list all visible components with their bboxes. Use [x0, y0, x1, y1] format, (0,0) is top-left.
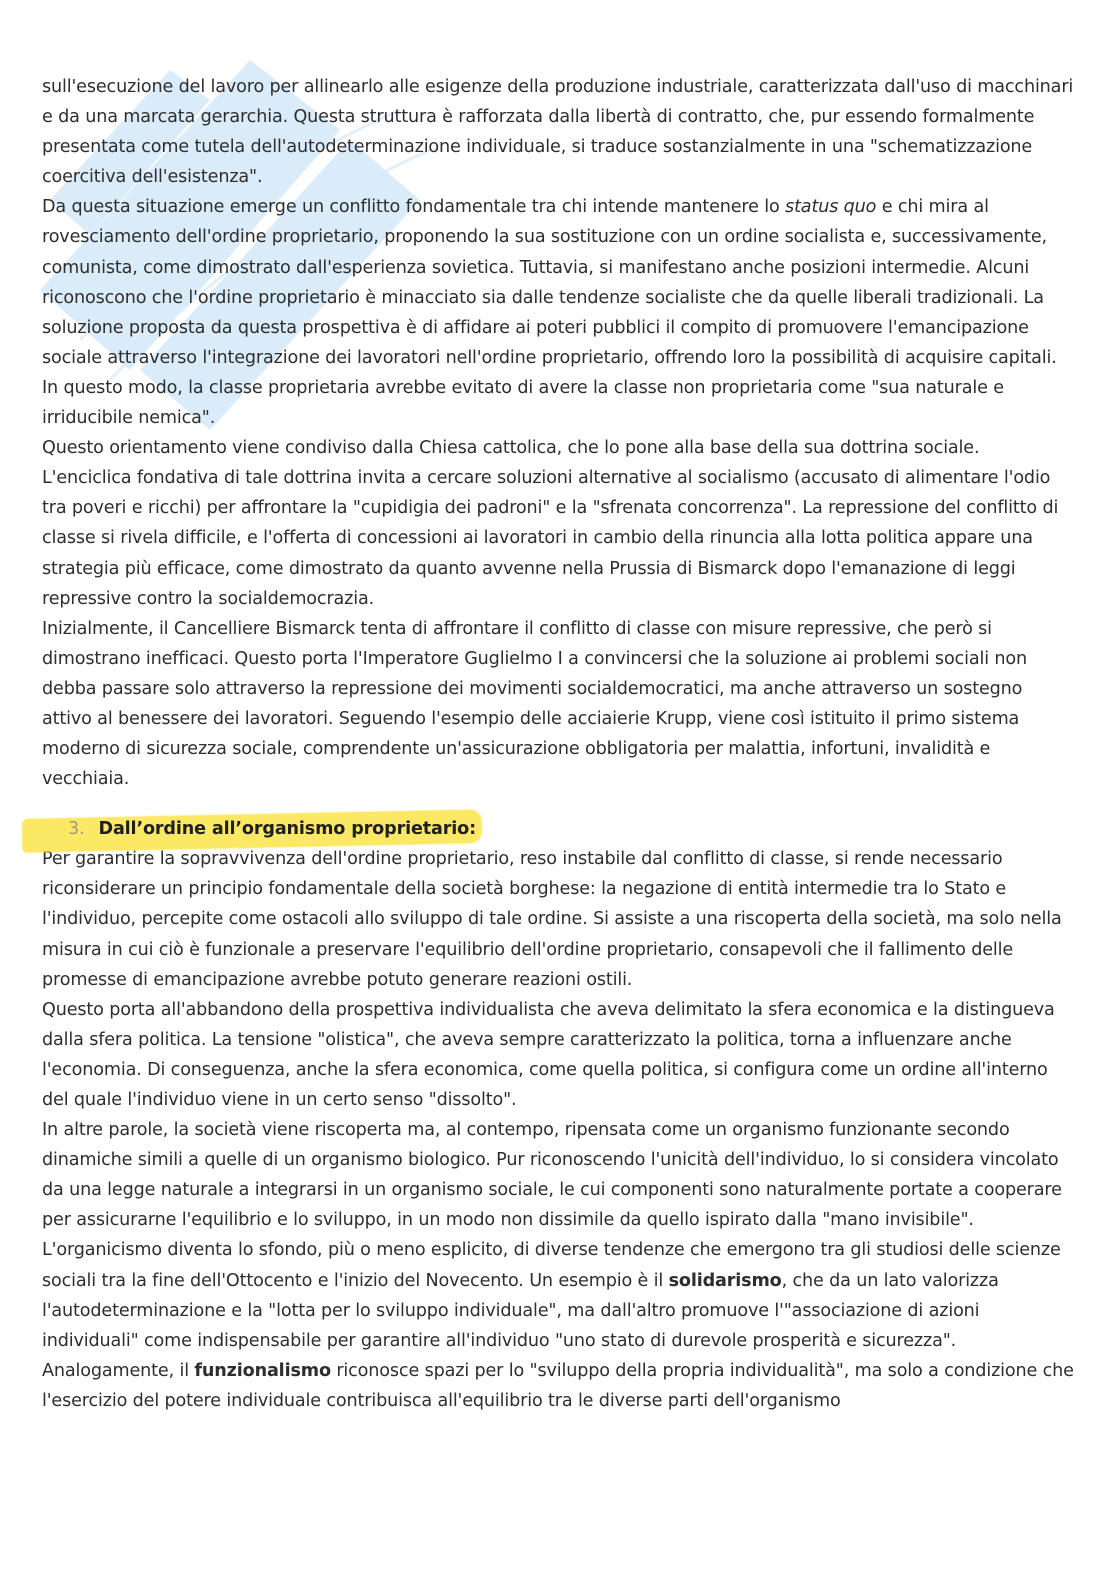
paragraph-6: Questo porta all'abbandono della prospettiva individualista che aveva delimitato la sfera economica e la distingueva dalla sfera politica. La tensione "olistica", che aveva sempre caratterizzato la politica, torna a influenzare anche l'economia. Di conseguenza, anche la sfera economica, come quella politica, si configura come un ordine all'interno del quale l'individuo viene in un certo senso "dissolto". [42, 999, 1055, 1110]
document-body [42, 72, 1074, 1416]
paragraph-1: sull'esecuzione del lavoro per allinearlo alle esigenze della produzione industriale, caratterizzata dall'uso di macchinari e da una marcata gerarchia. Questa struttura è rafforzata dalla libertà di contratto, che, pur essendo formalmente presentata come tutela dell'autodeterminazione individuale, si traduce sostanzialmente in una "schematizzazione coercitiva dell'esistenza". [42, 77, 1074, 188]
paragraph-2 [42, 192, 1074, 433]
paragraph-7: In altre parole, la società viene riscoperta ma, al contempo, ripensata come un organismo funzionante secondo dinamiche simili a quelle di un organismo biologico. Pur riconoscendo l'unicità dell'individuo, lo si considera vincolato da una legge naturale a integrarsi in un organismo sociale, le cui componenti sono naturalmente portate a cooperare per assicurarne l'equilibrio e lo sviluppo, in un modo non dissimile da quello ispirato dalla "mano invisibile". [42, 1120, 1062, 1231]
section-number: 3. [68, 819, 85, 840]
bold-funzionalismo: funzionalismo [194, 1360, 331, 1381]
status-quo-italic: status quo [785, 197, 877, 218]
paragraph-8 [42, 1235, 1074, 1355]
paragraph-9-part-b: riconosce spazi per lo "sviluppo della propria individualità", ma solo a condizione che l'esercizio del potere individuale contribuisca all'equilibrio tra le diverse parti dell'organismo [42, 1360, 1074, 1411]
paragraph-4: Inizialmente, il Cancelliere Bismarck tenta di affrontare il conflitto di classe con misure repressive, che però si dimostrano inefficaci. Questo porta l'Imperatore Guglielmo I a convincersi che la soluzione ai problemi sociali non debba passare solo attraverso la repressione dei movimenti socialdemocratici, ma anche attraverso un sostegno attivo al benessere dei lavoratori. Seguendo l'esempio delle acciaierie Krupp, viene così istituito il primo sistema moderno di sicurezza sociale, comprendente un'assicurazione obbligatoria per malattia, infortuni, invalidità e vecchiaia. [42, 618, 1027, 790]
paragraph-2-part-b: e chi mira al rovesciamento dell'ordine proprietario, proponendo la sua sostituzione con un ordine socialista e, successivamente, comunista, come dimostrato dall'esperienza sovietica. Tuttavia, si manifestano anche posizioni intermedie. Alcuni riconoscono che l'ordine proprietario è minacciato sia dalle tendenze socialiste che da quelle liberali tradizionali. La soluzione proposta da questa prospettiva è di affidare ai poteri pubblici il compito di promuovere l'emancipazione sociale attraverso l'integrazione dei lavoratori nell'ordine proprietario, offrendo loro la possibilità di acquisire capitali. In questo modo, la classe proprietaria avrebbe evitato di avere la classe non proprietaria come "sua naturale e irriducibile nemica". [42, 197, 1057, 429]
paragraph-9-part-a: Analogamente, il [42, 1360, 195, 1381]
paragraph-3: Questo orientamento viene condiviso dalla Chiesa cattolica, che lo pone alla base della sua dottrina sociale. L'enciclica fondativa di tale dottrina invita a cercare soluzioni alternative al socialismo (accusato di alimentare l'odio tra poveri e ricchi) per affrontare la "cupidigia dei padroni" e la "sfrenata concorrenza". La repressione del conflitto di classe si rivela difficile, e l'offerta di concessioni ai lavoratori in cambio della rinuncia alla lotta politica appare una strategia più efficace, come dimostrato da quanto avvenne nella Prussia di Bismarck dopo l'emanazione di leggi repressive contro la socialdemocrazia. [42, 438, 1059, 609]
paragraph-9 [42, 1356, 1074, 1416]
bold-solidarismo: solidarismo [668, 1270, 782, 1291]
section-title: Dall’ordine all’organismo proprietario: [98, 819, 476, 840]
paragraph-2-part-a: Da questa situazione emerge un conflitto fondamentale tra chi intende mantenere lo [42, 197, 786, 218]
paragraph-8-part-b: , che da un lato valorizza l'autodeterminazione e la "lotta per lo sviluppo individuale", ma dall'altro promuove l'"associazione di azioni individuali" come indispensabile per garantire all'individuo "uno stato di durevole prosperità e sicurezza". [42, 1270, 999, 1351]
paragraph-8-part-a: L'organicismo diventa lo sfondo, più o meno esplicito, di diverse tendenze che emergono tra gli studiosi delle scienze sociali tra la fine dell'Ottocento e l'inizio del Novecento. Un esempio è il [42, 1240, 1061, 1291]
section-heading [42, 814, 1074, 844]
paragraph-5: Per garantire la sopravvivenza dell'ordine proprietario, reso instabile dal conflitto di classe, si rende necessario riconsiderare un principio fondamentale della società borghese: la negazione di entità intermedie tra lo Stato e l'individuo, percepite come ostacoli allo sviluppo di tale ordine. Si assiste a una riscoperta della società, ma solo nella misura in cui ciò è funzionale a preservare l'equilibrio dell'ordine proprietario, consapevoli che il fallimento delle promesse di emancipazione avrebbe potuto generare reazioni ostili. [42, 849, 1062, 990]
